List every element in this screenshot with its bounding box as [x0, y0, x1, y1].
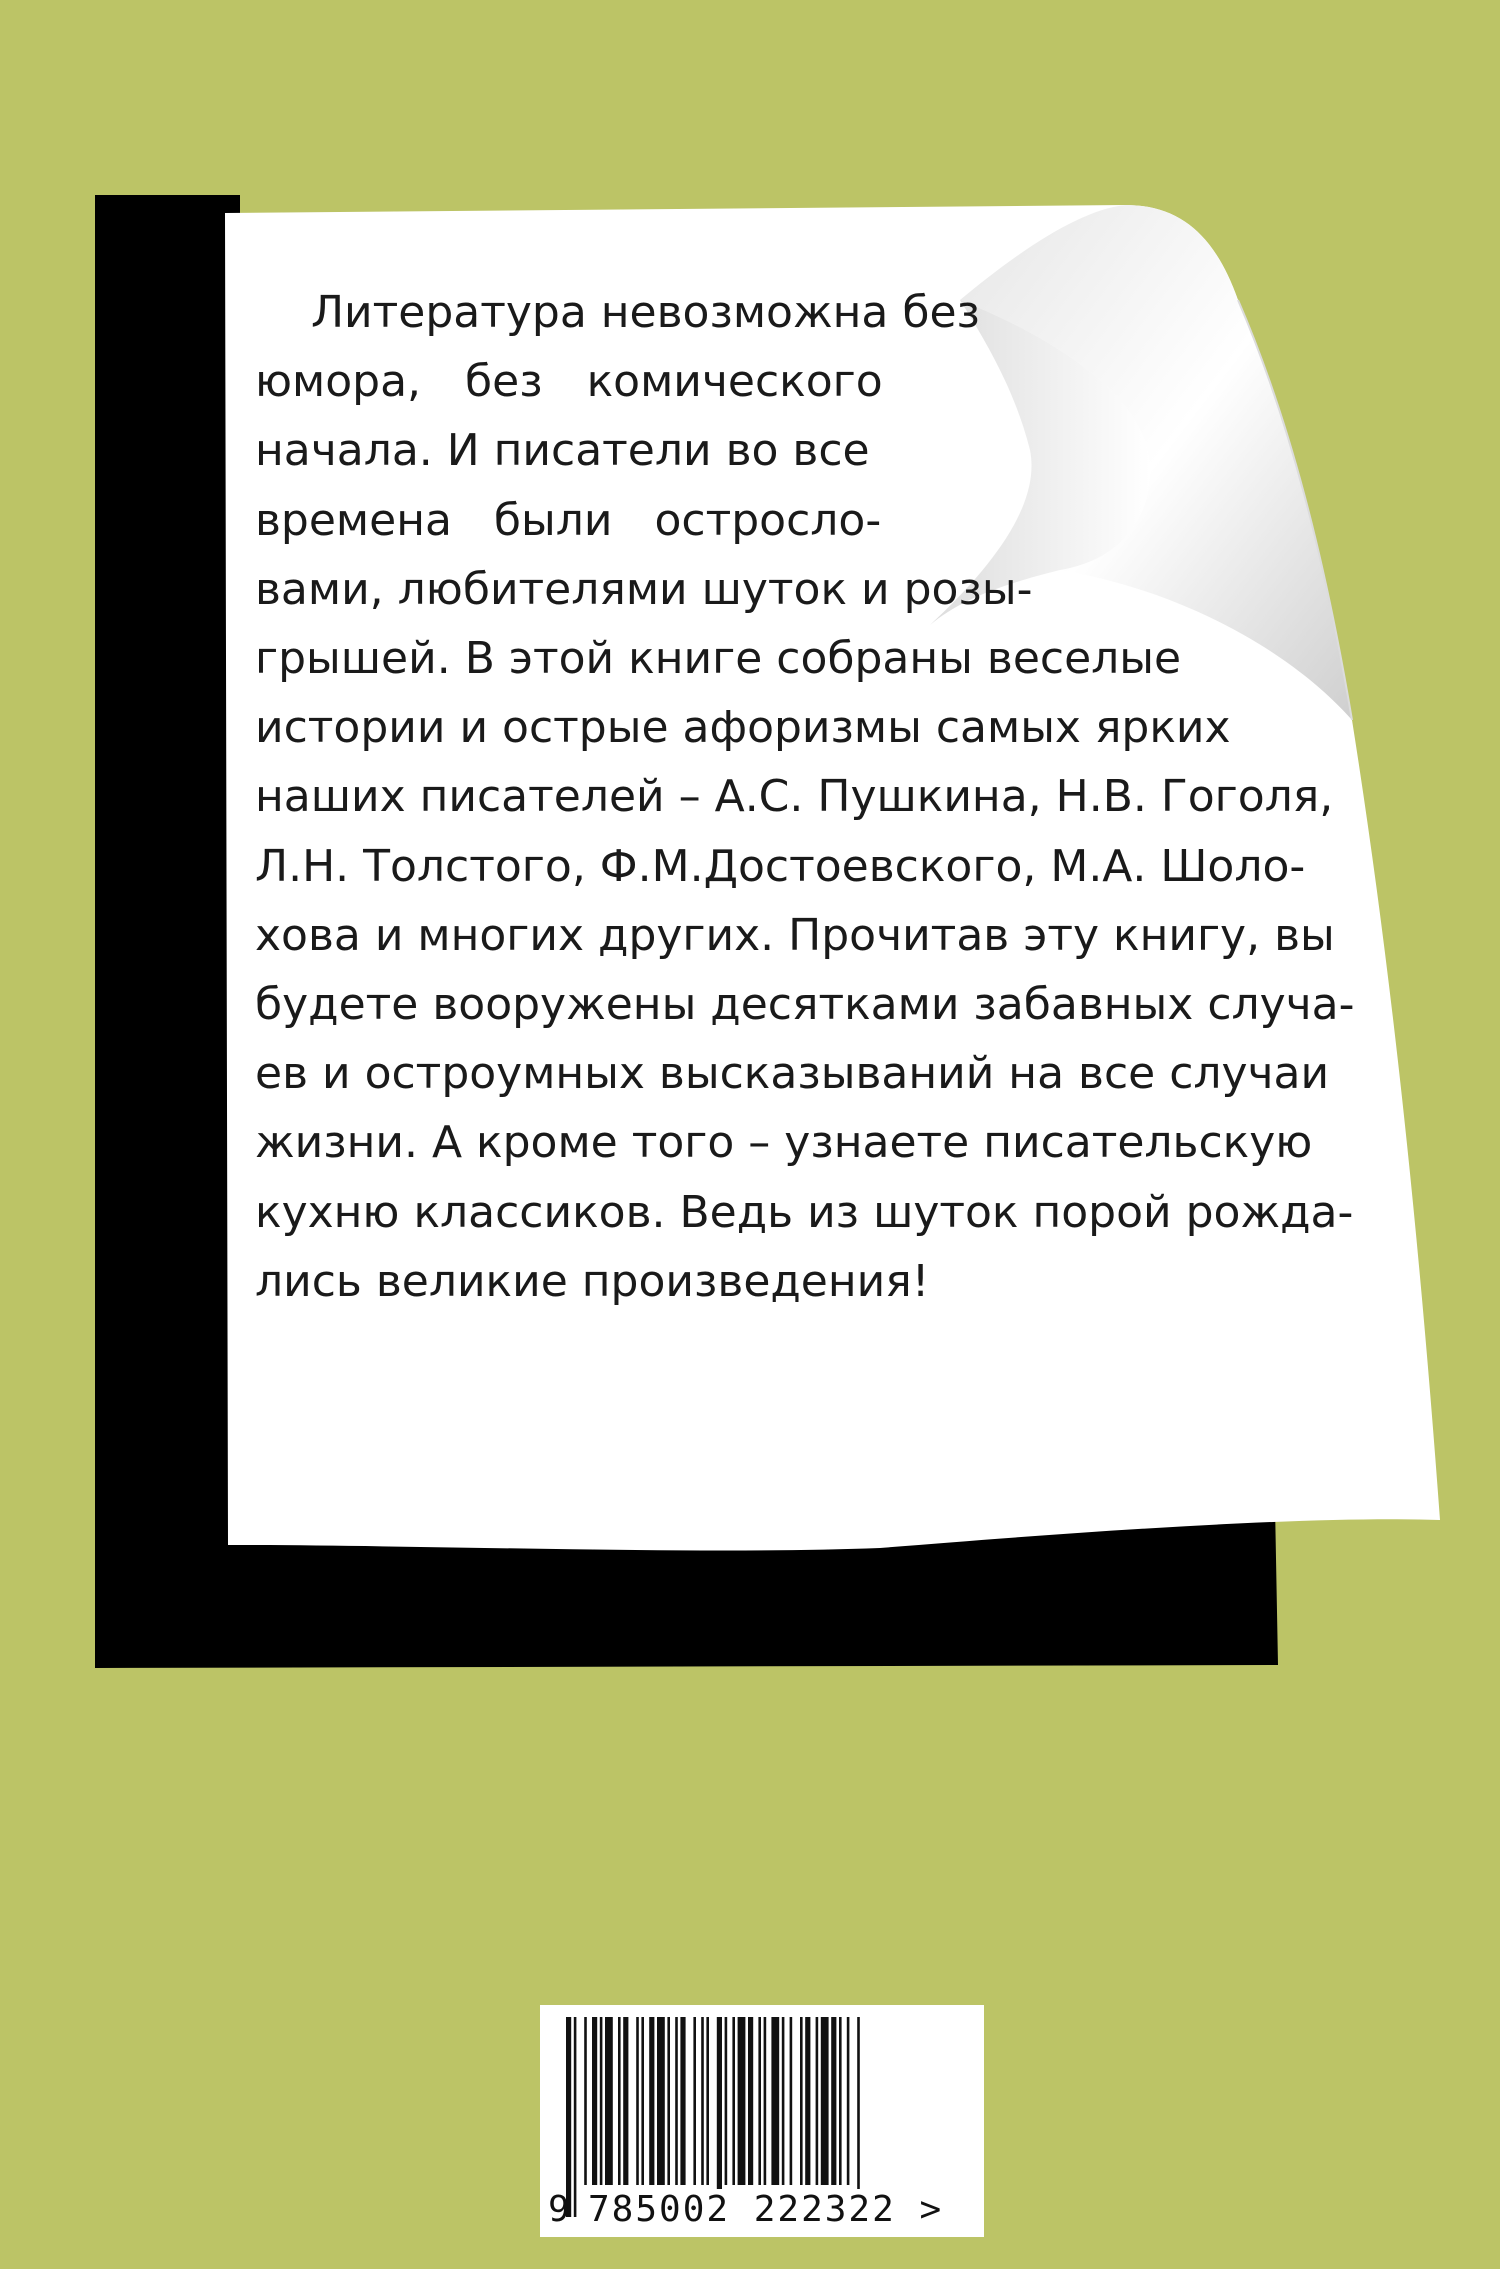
barcode-bar	[800, 2017, 803, 2185]
barcode-bar	[758, 2017, 761, 2185]
barcode-bar	[764, 2017, 767, 2185]
barcode-lead-digit: 9	[548, 2189, 570, 2230]
blurb-line: вами, любителями шуток и розы-	[255, 563, 1033, 615]
blurb-line: наших писателей – А.С. Пушкина, Н.В. Гоголя,	[255, 771, 1334, 823]
barcode-bar	[805, 2017, 810, 2185]
barcode-bar	[680, 2017, 685, 2185]
blurb-line: начала. И писатели во все	[255, 425, 870, 477]
barcode-bar	[657, 2017, 665, 2185]
blurb-line: ев и остроумных высказываний на все случаи	[255, 1048, 1330, 1100]
barcode-bar	[847, 2017, 850, 2185]
barcode-digits	[588, 2189, 958, 2230]
barcode-bar	[592, 2017, 597, 2185]
barcode-bar	[675, 2017, 678, 2185]
barcode-bar	[725, 2017, 728, 2185]
barcode-bar	[732, 2017, 735, 2185]
barcode-icon	[562, 2017, 962, 2217]
barcode-bar	[782, 2017, 785, 2185]
blurb-line: Л.Н. Толстого, Ф.М.Достоевского, М.А. Шоло-	[255, 840, 1306, 892]
barcode-bar	[641, 2017, 644, 2185]
barcode-bar	[574, 2017, 577, 2217]
barcode-bar	[771, 2017, 779, 2185]
barcode-bar	[717, 2017, 722, 2217]
blurb-line: грышей. В этой книге собраны веселые	[255, 633, 1182, 685]
barcode-bar	[816, 2017, 819, 2185]
isbn-barcode	[540, 2005, 984, 2237]
barcode-bar	[701, 2017, 704, 2185]
barcode-bar	[584, 2017, 587, 2185]
blurb-line: времена были остросло-	[255, 494, 882, 546]
back-cover-blurb	[255, 278, 1360, 1316]
barcode-bar	[790, 2017, 793, 2185]
barcode-bar	[623, 2017, 628, 2185]
barcode-bar	[693, 2017, 696, 2185]
barcode-bar	[839, 2017, 842, 2185]
blurb-line: истории и острые афоризмы самых ярких	[255, 702, 1231, 754]
barcode-bar	[600, 2017, 603, 2185]
barcode-bar	[821, 2017, 829, 2185]
blurb-line: хова и многих других. Прочитав эту книгу, вы	[255, 909, 1335, 961]
blurb-line: жизни. А кроме того – узнаете писательскую	[255, 1117, 1313, 1169]
barcode-end-mark: >	[919, 2189, 944, 2230]
blurb-line: юмора, без комического	[255, 356, 883, 408]
barcode-bar	[636, 2017, 639, 2185]
barcode-bar	[738, 2017, 746, 2185]
blurb-line: Литература невозможна без	[255, 287, 980, 338]
blurb-line: будете вооружены десятками забавных случа-	[255, 979, 1355, 1031]
barcode-bar	[748, 2017, 753, 2185]
barcode-number: 785002 222322	[588, 2189, 896, 2230]
barcode-bar	[667, 2017, 670, 2185]
blurb-line: кухню классиков. Ведь из шуток порой рожда-	[255, 1186, 1354, 1238]
barcode-bar	[618, 2017, 621, 2185]
barcode-bar	[605, 2017, 613, 2185]
barcode-bar	[706, 2017, 709, 2185]
barcode-bar	[566, 2017, 571, 2217]
barcode-bar	[649, 2017, 654, 2185]
blurb-line: лись великие произведения!	[255, 1255, 930, 1307]
barcode-bar	[857, 2017, 860, 2217]
barcode-bar	[831, 2017, 836, 2185]
